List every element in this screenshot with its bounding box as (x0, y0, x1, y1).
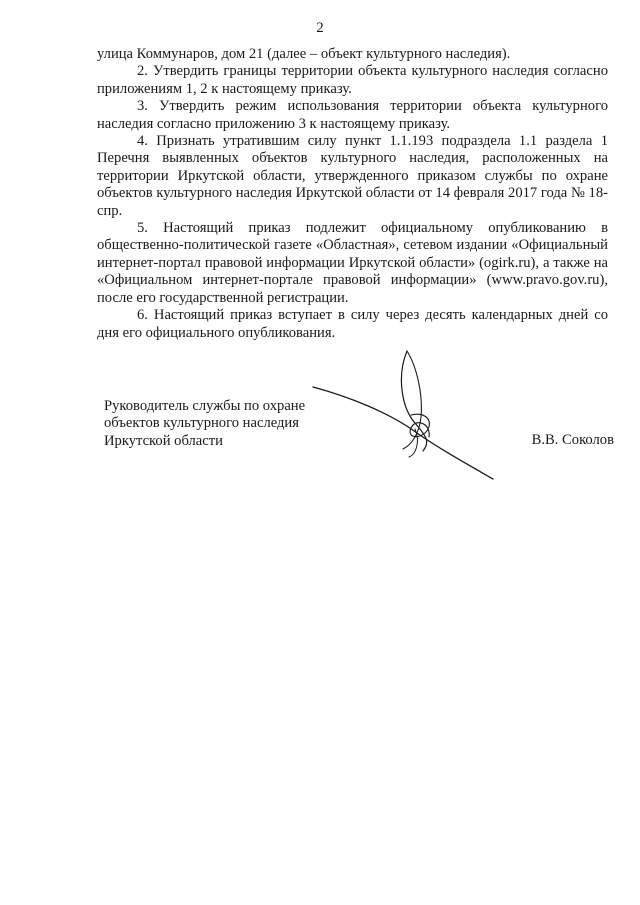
paragraph-item-2: 2. Утвердить границы территории объекта культурного наследия согласно приложениям 1, 2 к настоящему приказу. (97, 63, 608, 97)
signer-position-line: Иркутской области (104, 432, 223, 449)
signature-block (104, 398, 614, 450)
page-number: 2 (316, 20, 324, 36)
signer-name: В.В. Соколов (531, 432, 614, 448)
paragraph-item-4: 4. Признать утратившим силу пункт 1.1.193 подраздела 1.1 раздела 1 Перечня выявленных объектов культурного наследия, расположенных на территории Иркутской области, утвержденного приказом службы по охране объектов культурного наследия Иркутской области от 14 февраля 2017 года № 18-спр. (97, 133, 608, 219)
paragraph-item-5: 5. Настоящий приказ подлежит официальному опубликованию в общественно-политической газете «Областная», сетевом издании «Официальный интернет-портал правовой информации Иркутской области» (ogirk.ru), а также на «Официальном интернет-портале правовой информации» (www.pravo.gov.ru), после его государственной регистрации. (97, 220, 608, 306)
paragraph-item-3: 3. Утвердить режим использования территории объекта культурного наследия согласно приложению 3 к настоящему приказу. (97, 98, 608, 132)
paragraph-item-6: 6. Настоящий приказ вступает в силу через десять календарных дней со дня его официального опубликования. (97, 307, 608, 341)
document-body (97, 46, 608, 342)
paragraph-continuation: улица Коммунаров, дом 21 (далее – объект культурного наследия). (97, 46, 511, 62)
signer-position-line: Руководитель службы по охране (104, 398, 306, 414)
signer-position-line: объектов культурного наследия (104, 415, 299, 432)
